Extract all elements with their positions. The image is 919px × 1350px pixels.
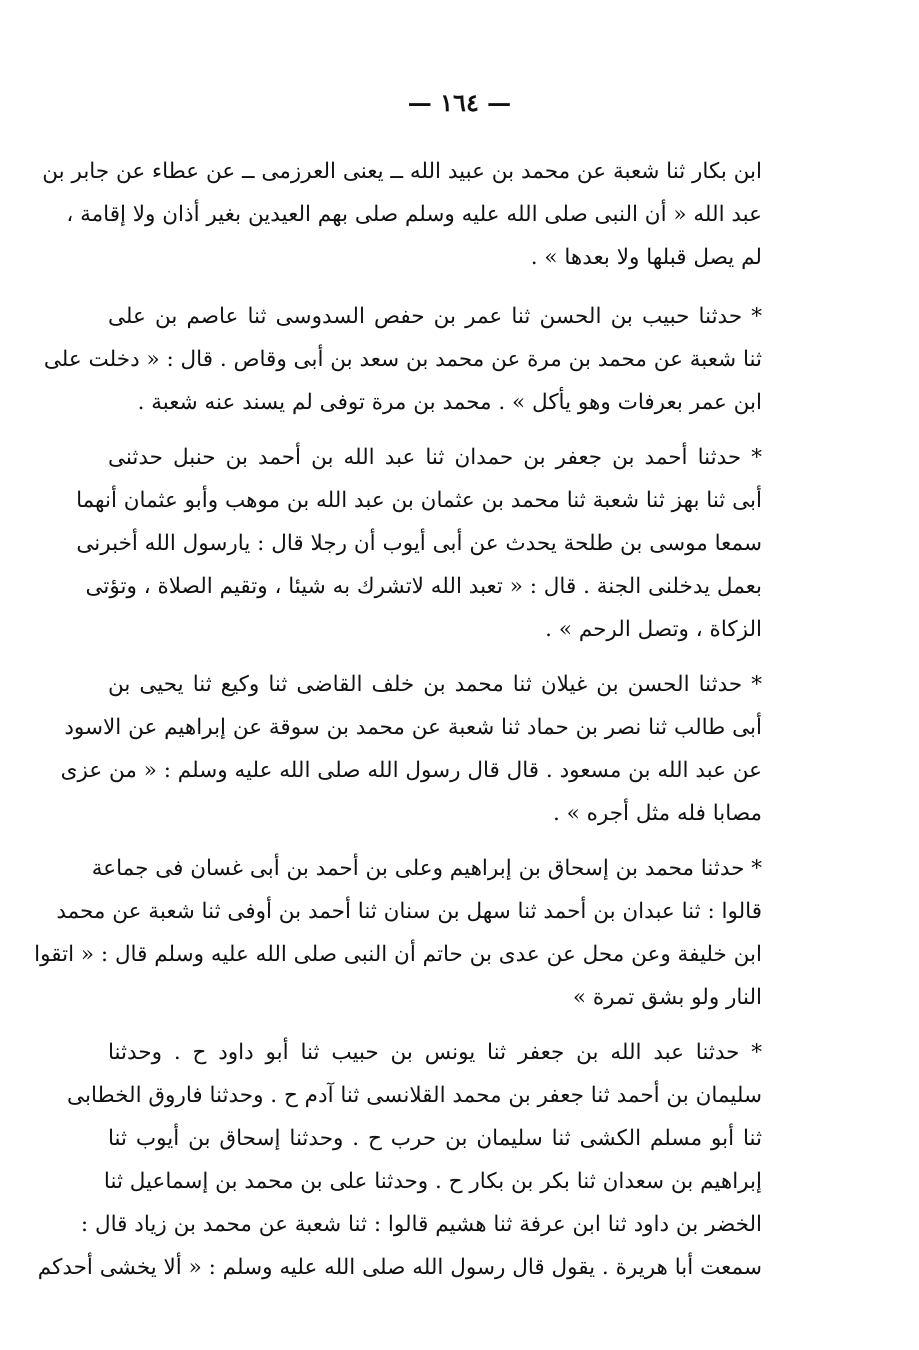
text-line: ابن بكار ثنا شعبة عن محمد بن عبيد الله ــ يعنى العرزمى ــ عن عطاء عن جابر بن	[42, 159, 762, 184]
text-line: * حدثنا عبد الله بن جعفر ثنا يونس بن حبيب ثنا أبو داود ح . وحدثنا	[108, 1040, 762, 1065]
text-line: سليمان بن أحمد ثنا جعفر بن محمد القلانسى ثنا آدم ح . وحدثنا فاروق الخطابى	[67, 1083, 762, 1108]
page-number: — ١٦٤ —	[407, 88, 512, 117]
text-line: بعمل يدخلنى الجنة . قال : « تعبد الله لاتشرك به شيئا ، وتقيم الصلاة ، وتؤتى	[85, 574, 762, 599]
paragraph	[37, 1031, 762, 1289]
paragraph	[34, 847, 762, 1019]
text-line: قالوا : ثنا عبدان بن أحمد ثنا سهل بن سنان ثنا أحمد بن أوفى ثنا شعبة عن محمد	[56, 899, 762, 924]
text-line: ثنا أبو مسلم الكشى ثنا سليمان بن حرب ح . وحدثنا إسحاق بن أيوب ثنا	[108, 1126, 762, 1151]
text-line: * حدثنا محمد بن إسحاق بن إبراهيم وعلى بن أحمد بن أبى غسان فى جماعة	[91, 856, 762, 881]
text-line: * حدثنا الحسن بن غيلان ثنا محمد بن خلف القاضى ثنا وكيع ثنا يحيى بن	[108, 672, 762, 697]
text-line: ابن عمر بعرفات وهو يأكل » . محمد بن مرة توفى لم يسند عنه شعبة .	[137, 390, 762, 415]
text-line: سمعا موسى بن طلحة يحدث عن أبى أيوب أن رجلا قال : يارسول الله أخبرنى	[76, 531, 762, 556]
text-line: أبى ثنا بهز ثنا شعبة ثنا محمد بن عثمان بن عبد الله بن موهب وأبو عثمان أنهما	[76, 488, 762, 513]
paragraph	[42, 150, 762, 279]
text-line: الخضر بن داود ثنا ابن عرفة ثنا هشيم قالوا : ثنا شعبة عن محمد بن زياد قال :	[80, 1212, 762, 1237]
text-line: ابن خليفة وعن محل عن عدى بن حاتم أن النبى صلى الله عليه وسلم قال : « اتقوا	[34, 942, 762, 967]
text-line: ثنا شعبة عن محمد بن مرة عن محمد بن سعد بن أبى وقاص . قال : « دخلت على	[43, 347, 762, 372]
text-line: * حدثنا حبيب بن الحسن ثنا عمر بن حفص السدوسى ثنا عاصم بن على	[108, 304, 762, 329]
text-line: لم يصل قبلها ولا بعدها » .	[530, 245, 762, 270]
paragraph	[76, 436, 762, 651]
text-line: إبراهيم بن سعدان ثنا بكر بن بكار ح . وحدثنا على بن محمد بن إسماعيل ثنا	[103, 1169, 762, 1194]
paragraph	[60, 663, 762, 835]
text-line: عن عبد الله بن مسعود . قال قال رسول الله صلى الله عليه وسلم : « من عزى	[60, 758, 762, 783]
text-line: عبد الله « أن النبى صلى الله عليه وسلم صلى بهم العيدين بغير أذان ولا إقامة ،	[66, 202, 762, 227]
text-line: الزكاة ، وتصل الرحم » .	[545, 617, 762, 642]
text-line: مصابا فله مثل أجره » .	[552, 801, 762, 826]
text-line: * حدثنا أحمد بن جعفر بن حمدان ثنا عبد الله بن أحمد بن حنبل حدثنى	[108, 445, 762, 470]
text-line: النار ولو بشق تمرة »	[572, 985, 762, 1010]
text-line: سمعت أبا هريرة . يقول قال رسول الله صلى الله عليه وسلم : « ألا يخشى أحدكم	[37, 1255, 762, 1280]
page-text	[34, 150, 762, 1301]
paragraph	[43, 295, 762, 424]
text-line: أبى طالب ثنا نصر بن حماد ثنا شعبة عن محمد بن سوقة عن إبراهيم عن الاسود	[64, 715, 762, 740]
